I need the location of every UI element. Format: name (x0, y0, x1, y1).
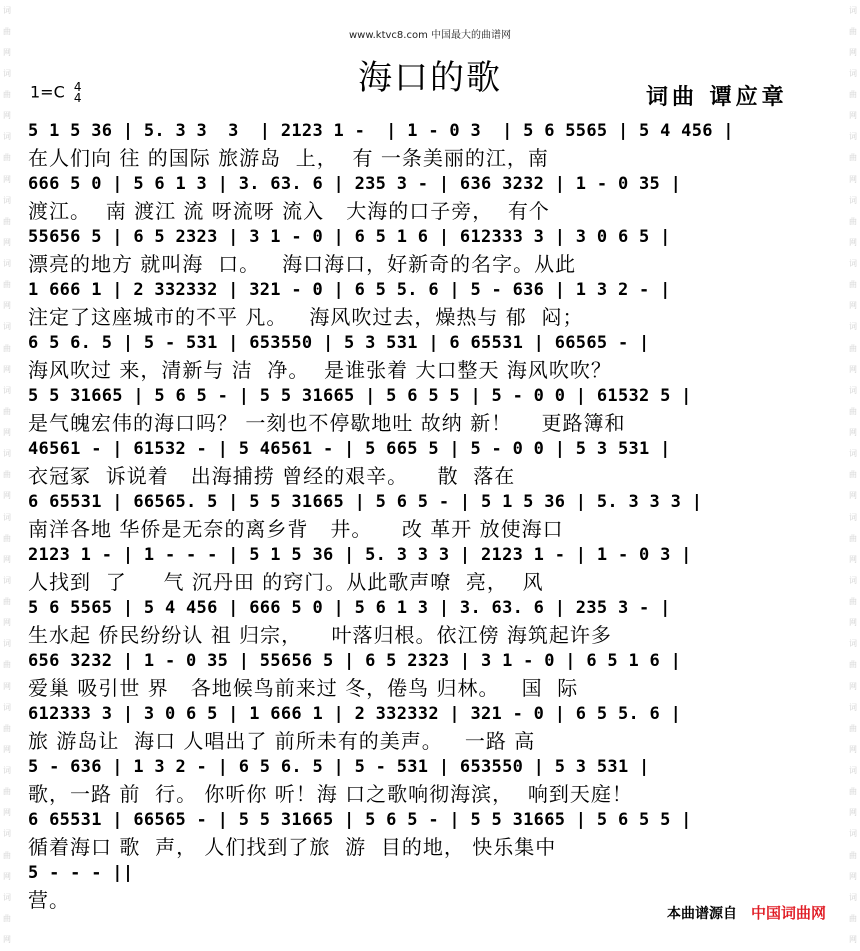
watermark-char: 曲 (849, 90, 857, 100)
lyric-line: 渡江。 南 渡江 流 呀流呀 流入 大海的口子旁， 有个 (28, 199, 550, 223)
watermark-char: 网 (849, 237, 857, 247)
watermark-char: 曲 (3, 470, 11, 480)
watermark-char: 词 (849, 639, 857, 649)
footer (667, 902, 826, 923)
watermark-char: 词 (849, 195, 857, 205)
watermark-char: 词 (849, 702, 857, 712)
lyric-line: 是气魄宏伟的海口吗？ 一刻也不停歇地吐 故纳 新！ 更路簿和 (28, 411, 626, 435)
song-title: 海口的歌 (358, 58, 502, 98)
watermark-char: 曲 (3, 90, 11, 100)
watermark-char: 词 (3, 829, 11, 839)
watermark-char: 词 (849, 575, 857, 585)
watermark-char: 词 (3, 449, 11, 459)
watermark-char: 词 (3, 195, 11, 205)
lyric-line: 爱巢 吸引世 界 各地候鸟前来过 冬，倦鸟 归林。 国 际 (28, 676, 579, 700)
watermark-char: 曲 (3, 850, 11, 860)
watermark-char: 词 (849, 259, 857, 269)
watermark-char: 网 (3, 428, 11, 438)
lyric-line: 漂亮的地方 就叫海 口。 海口海口，好新奇的名字。从此 (28, 252, 577, 276)
watermark-char: 词 (3, 766, 11, 776)
lyric-line: 南洋各地 华侨是无奈的离乡背 井。 改 革开 放使海口 (28, 517, 564, 541)
watermark-char: 网 (849, 935, 857, 945)
watermark-char: 网 (3, 301, 11, 311)
watermark-char: 网 (849, 111, 857, 121)
notation-line: 6 65531 | 66565. 5 | 5 5 31665 | 5 6 5 - | 5 1 5 36 | 5. 3 3 3 | (28, 492, 703, 512)
lyric-line: 衣冠冢 诉说着 出海捕捞 曾经的艰辛。 散 落在 (28, 464, 516, 488)
watermark-char: 曲 (849, 406, 857, 416)
watermark-char: 网 (3, 174, 11, 184)
watermark-char: 词 (3, 512, 11, 522)
watermark-char: 网 (3, 111, 11, 121)
watermark-char: 网 (3, 744, 11, 754)
notation-line: 46561 - | 61532 - | 5 46561 - | 5 665 5 | 5 - 0 0 | 5 3 531 | (28, 439, 671, 459)
watermark-char: 曲 (3, 216, 11, 226)
lyric-line: 旅 游岛让 海口 人唱出了 前所未有的美声。 一路 高 (28, 729, 536, 753)
lyric-line: 营。 (28, 888, 70, 912)
watermark-char: 词 (3, 892, 11, 902)
composer-credit: 词曲 谭应章 (646, 85, 788, 110)
watermark-char: 曲 (3, 343, 11, 353)
watermark-char: 曲 (3, 26, 11, 36)
watermark-char: 曲 (849, 26, 857, 36)
watermark-char: 网 (849, 174, 857, 184)
watermark-char: 曲 (849, 597, 857, 607)
watermark-char: 曲 (849, 470, 857, 480)
watermark-char: 网 (849, 491, 857, 501)
left-watermark-strip (0, 0, 14, 951)
lyric-line: 人找到 了 气 沉丹田 的窍门。从此歌声嘹 亮， 风 (28, 570, 544, 594)
watermark-char: 网 (849, 871, 857, 881)
watermark-char: 曲 (849, 913, 857, 923)
key-signature (30, 82, 82, 104)
watermark-char: 曲 (849, 850, 857, 860)
watermark-char: 曲 (849, 280, 857, 290)
watermark-char: 词 (849, 132, 857, 142)
watermark-char: 曲 (849, 153, 857, 163)
notation-line: 2123 1 - | 1 - - - | 5 1 5 36 | 5. 3 3 3 | 2123 1 - | 1 - 0 3 | (28, 545, 692, 565)
watermark-char: 网 (3, 935, 11, 945)
notation-line: 5 - - - || (28, 863, 134, 883)
watermark-char: 网 (849, 554, 857, 564)
lyric-line: 注定了这座城市的不平 凡。 海风吹过去，燥热与 郁 闷； (28, 305, 584, 329)
watermark-char: 网 (3, 237, 11, 247)
lyric-line: 循着海口 歌 声， 人们找到了旅 游 目的地， 快乐集中 (28, 835, 557, 859)
watermark-char: 网 (3, 618, 11, 628)
notation-line: 666 5 0 | 5 6 1 3 | 3. 63. 6 | 235 3 - | 636 3232 | 1 - 0 35 | (28, 174, 682, 194)
watermark-char: 网 (3, 554, 11, 564)
watermark-char: 词 (849, 5, 857, 15)
watermark-char: 词 (3, 385, 11, 395)
watermark-char: 词 (3, 259, 11, 269)
watermark-char: 网 (849, 301, 857, 311)
watermark-char: 曲 (3, 533, 11, 543)
notation-line: 5 - 636 | 1 3 2 - | 6 5 6. 5 | 5 - 531 | 653550 | 5 3 531 | (28, 757, 650, 777)
lyric-line: 在人们向 往 的国际 旅游岛 上， 有 一条美丽的江，南 (28, 146, 549, 170)
watermark-char: 词 (3, 5, 11, 15)
watermark-char: 曲 (849, 216, 857, 226)
watermark-char: 词 (3, 575, 11, 585)
lyric-line: 海风吹过 来，清新与 洁 净。 是谁张着 大口整天 海风吹吹？ (28, 358, 612, 382)
watermark-char: 曲 (3, 660, 11, 670)
watermark-char: 曲 (3, 153, 11, 163)
watermark-char: 曲 (849, 787, 857, 797)
watermark-char: 词 (849, 322, 857, 332)
watermark-char: 词 (3, 132, 11, 142)
notation-line: 5 6 5565 | 5 4 456 | 666 5 0 | 5 6 1 3 | 3. 63. 6 | 235 3 - | (28, 598, 671, 618)
watermark-char: 词 (3, 322, 11, 332)
site-header: www.ktvc8.com 中国最大的曲谱网 (348, 30, 511, 41)
watermark-char: 词 (3, 702, 11, 712)
notation-line: 6 65531 | 66565 - | 5 5 31665 | 5 6 5 - | 5 5 31665 | 5 6 5 5 | (28, 810, 692, 830)
watermark-char: 网 (3, 871, 11, 881)
notation-line: 656 3232 | 1 - 0 35 | 55656 5 | 6 5 2323 | 3 1 - 0 | 6 5 1 6 | (28, 651, 682, 671)
watermark-char: 网 (849, 618, 857, 628)
watermark-char: 曲 (849, 723, 857, 733)
watermark-char: 网 (849, 364, 857, 374)
watermark-char: 曲 (849, 660, 857, 670)
time-signature (74, 82, 82, 104)
score-body (28, 118, 840, 913)
notation-line: 1 666 1 | 2 332332 | 321 - 0 | 6 5 5. 6 | 5 - 636 | 1 3 2 - | (28, 280, 671, 300)
right-watermark-strip (846, 0, 860, 951)
footer-brand: 中国词曲网 (750, 904, 826, 922)
watermark-char: 曲 (3, 280, 11, 290)
watermark-char: 网 (849, 428, 857, 438)
key-label: 1=C (30, 82, 65, 102)
watermark-char: 网 (3, 681, 11, 691)
watermark-char: 网 (849, 808, 857, 818)
notation-line: 612333 3 | 3 0 6 5 | 1 666 1 | 2 332332 | 321 - 0 | 6 5 5. 6 | (28, 704, 682, 724)
watermark-char: 词 (849, 766, 857, 776)
notation-line: 55656 5 | 6 5 2323 | 3 1 - 0 | 6 5 1 6 | 612333 3 | 3 0 6 5 | (28, 227, 671, 247)
watermark-char: 词 (3, 639, 11, 649)
watermark-char: 网 (849, 47, 857, 57)
watermark-char: 网 (3, 364, 11, 374)
watermark-char: 网 (849, 681, 857, 691)
time-signature-top: 4 (73, 80, 82, 94)
watermark-char: 曲 (3, 597, 11, 607)
watermark-char: 曲 (3, 723, 11, 733)
notation-line: 5 1 5 36 | 5. 3 3 3 | 2123 1 - | 1 - 0 3 | 5 6 5565 | 5 4 456 | (28, 121, 734, 141)
watermark-char: 网 (3, 491, 11, 501)
time-signature-bottom: 4 (73, 91, 82, 105)
watermark-char: 词 (849, 512, 857, 522)
watermark-char: 词 (849, 892, 857, 902)
notation-line: 6 5 6. 5 | 5 - 531 | 653550 | 5 3 531 | 6 65531 | 66565 - | (28, 333, 650, 353)
watermark-char: 网 (3, 808, 11, 818)
watermark-char: 词 (849, 829, 857, 839)
watermark-char: 词 (849, 385, 857, 395)
watermark-char: 曲 (3, 787, 11, 797)
notation-line: 5 5 31665 | 5 6 5 - | 5 5 31665 | 5 6 5 5 | 5 - 0 0 | 61532 5 | (28, 386, 692, 406)
watermark-char: 词 (3, 68, 11, 78)
watermark-char: 网 (849, 744, 857, 754)
watermark-char: 曲 (3, 913, 11, 923)
lyric-line: 生水起 侨民纷纷认 祖 归宗， 叶落归根。依江傍 海筑起许多 (28, 623, 612, 647)
watermark-char: 网 (3, 47, 11, 57)
watermark-char: 曲 (849, 533, 857, 543)
watermark-char: 曲 (3, 406, 11, 416)
watermark-char: 词 (849, 449, 857, 459)
lyric-line: 歌，一路 前 行。 你听你 听！海 口之歌响彻海滨， 响到天庭！ (28, 782, 633, 806)
watermark-char: 词 (849, 68, 857, 78)
footer-source: 本曲谱源自 (666, 906, 737, 922)
watermark-char: 曲 (849, 343, 857, 353)
